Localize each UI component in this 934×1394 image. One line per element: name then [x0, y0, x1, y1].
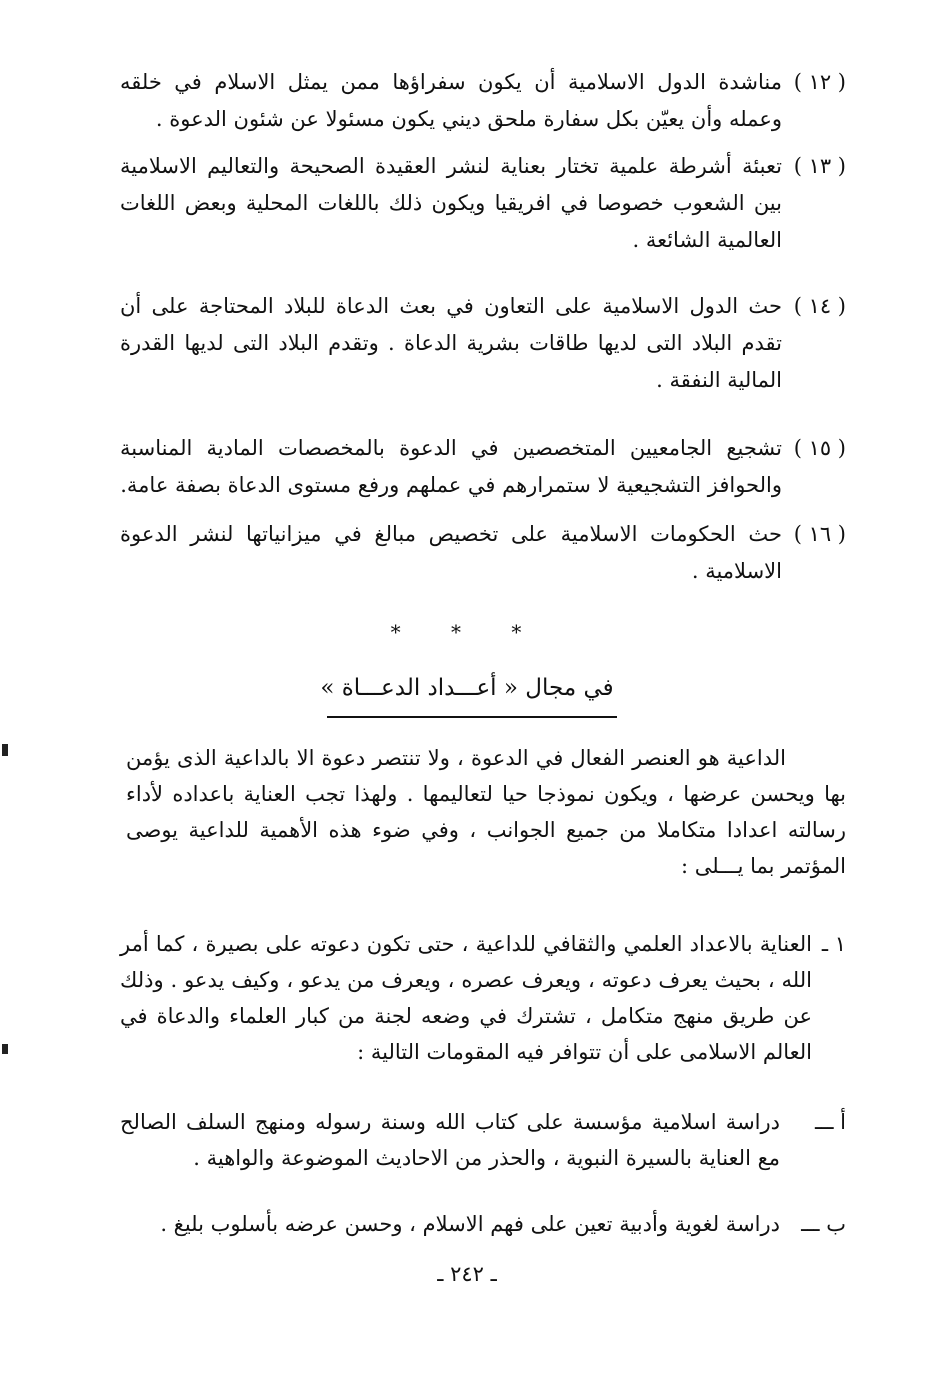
- sub-point-text: دراسة اسلامية مؤسسة على كتاب الله وسنة رسوله ومنهج السلف الصالح مع العناية بالسيرة النبوية ، والحذر من الاحاديث الموضوعة والواهية .: [120, 1110, 780, 1170]
- item-number: ( ١٦ ): [793, 522, 846, 546]
- item-text: تعبئة أشرطة علمية تختار بعناية لنشر العقيدة الصحيحة والتعاليم الاسلامية بين الشعوب خصوصا في افريقيا ويكون ذلك باللغات المحلية وبعض اللغات العالمية الشائعة .: [120, 154, 782, 252]
- point-number: ١ ـ: [821, 932, 846, 956]
- recommendation-12: [120, 64, 846, 138]
- scan-edge-mark: [2, 744, 8, 756]
- point-text: العناية بالاعداد العلمي والثقافي للداعية ، حتى تكون دعوته على بصيرة ، كما أمر الله ، بحيث يعرف دعوته ، ويعرف عصره ، ويعرف من يدعو ، وكيف يدعو . وذلك عن طريق منهج متكامل ، تشترك في وضعه لجنة من كبار العلماء والدعاة في العالم الاسلامى على أن تتوافر فيه المقومات التالية :: [120, 932, 812, 1064]
- item-text: مناشدة الدول الاسلامية أن يكون سفراؤها ممن يمثل الاسلام في خلقه وعمله وأن يعيّن بكل سفارة ملحق ديني يكون مسئولا عن شئون الدعوة .: [120, 70, 782, 131]
- recommendation-15: [120, 430, 846, 504]
- point-1: [120, 926, 846, 1070]
- item-text: حث الحكومات الاسلامية على تخصيص مبالغ في ميزانياتها لنشر الدعوة الاسلامية .: [120, 522, 782, 583]
- item-text: تشجيع الجامعيين المتخصصين في الدعوة بالمخصصات المادية المناسبة والحوافز التشجيعية لا ستمرارهم في عملهم ورفع مستوى الدعاة بصفة عامة.: [120, 436, 782, 497]
- item-number: ( ١٢ ): [793, 70, 846, 94]
- heading-underline: [327, 716, 617, 718]
- recommendation-13: [120, 148, 846, 259]
- scan-edge-mark: [2, 1044, 8, 1054]
- intro-paragraph: [126, 740, 846, 884]
- sub-point-letter: ب ـــ: [801, 1212, 846, 1236]
- sub-point-text: دراسة لغوية وأدبية تعين على فهم الاسلام ، وحسن عرضه بأسلوب بليغ .: [160, 1212, 780, 1236]
- sub-point-letter: أ ـــ: [815, 1110, 846, 1134]
- recommendation-14: [120, 288, 846, 399]
- intro-text: الداعية هو العنصر الفعال في الدعوة ، ولا تنتصر دعوة الا بالداعية الذى يؤمن بها ويحسن عرضها ، ويكون نموذجا حيا لتعاليمها . ولهذا تجب العناية باعداده لأداء رسالته اعدادا متكاملا من جميع الجوانب ، وفي ضوء هذه الأهمية للداعية يوصى المؤتمر بما يـــلى :: [126, 746, 846, 878]
- section-separator: * * *: [390, 620, 544, 644]
- item-number: ( ١٣ ): [793, 154, 846, 178]
- item-number: ( ١٤ ): [793, 294, 846, 318]
- item-text: حث الدول الاسلامية على التعاون في بعث الدعاة للبلاد المحتاجة على أن تقدم البلاد التى لديها طاقات بشرية الدعاة . وتقدم البلاد التى لديها القدرة المالية النفقة .: [120, 294, 782, 392]
- page-number: ـ ٢٤٢ ـ: [437, 1262, 497, 1286]
- recommendation-16: [120, 516, 846, 590]
- sub-point-a: [120, 1104, 846, 1176]
- sub-point-b: [120, 1206, 846, 1242]
- section-heading: في مجال « أعـــداد الدعـــاة »: [320, 675, 614, 701]
- item-number: ( ١٥ ): [793, 436, 846, 460]
